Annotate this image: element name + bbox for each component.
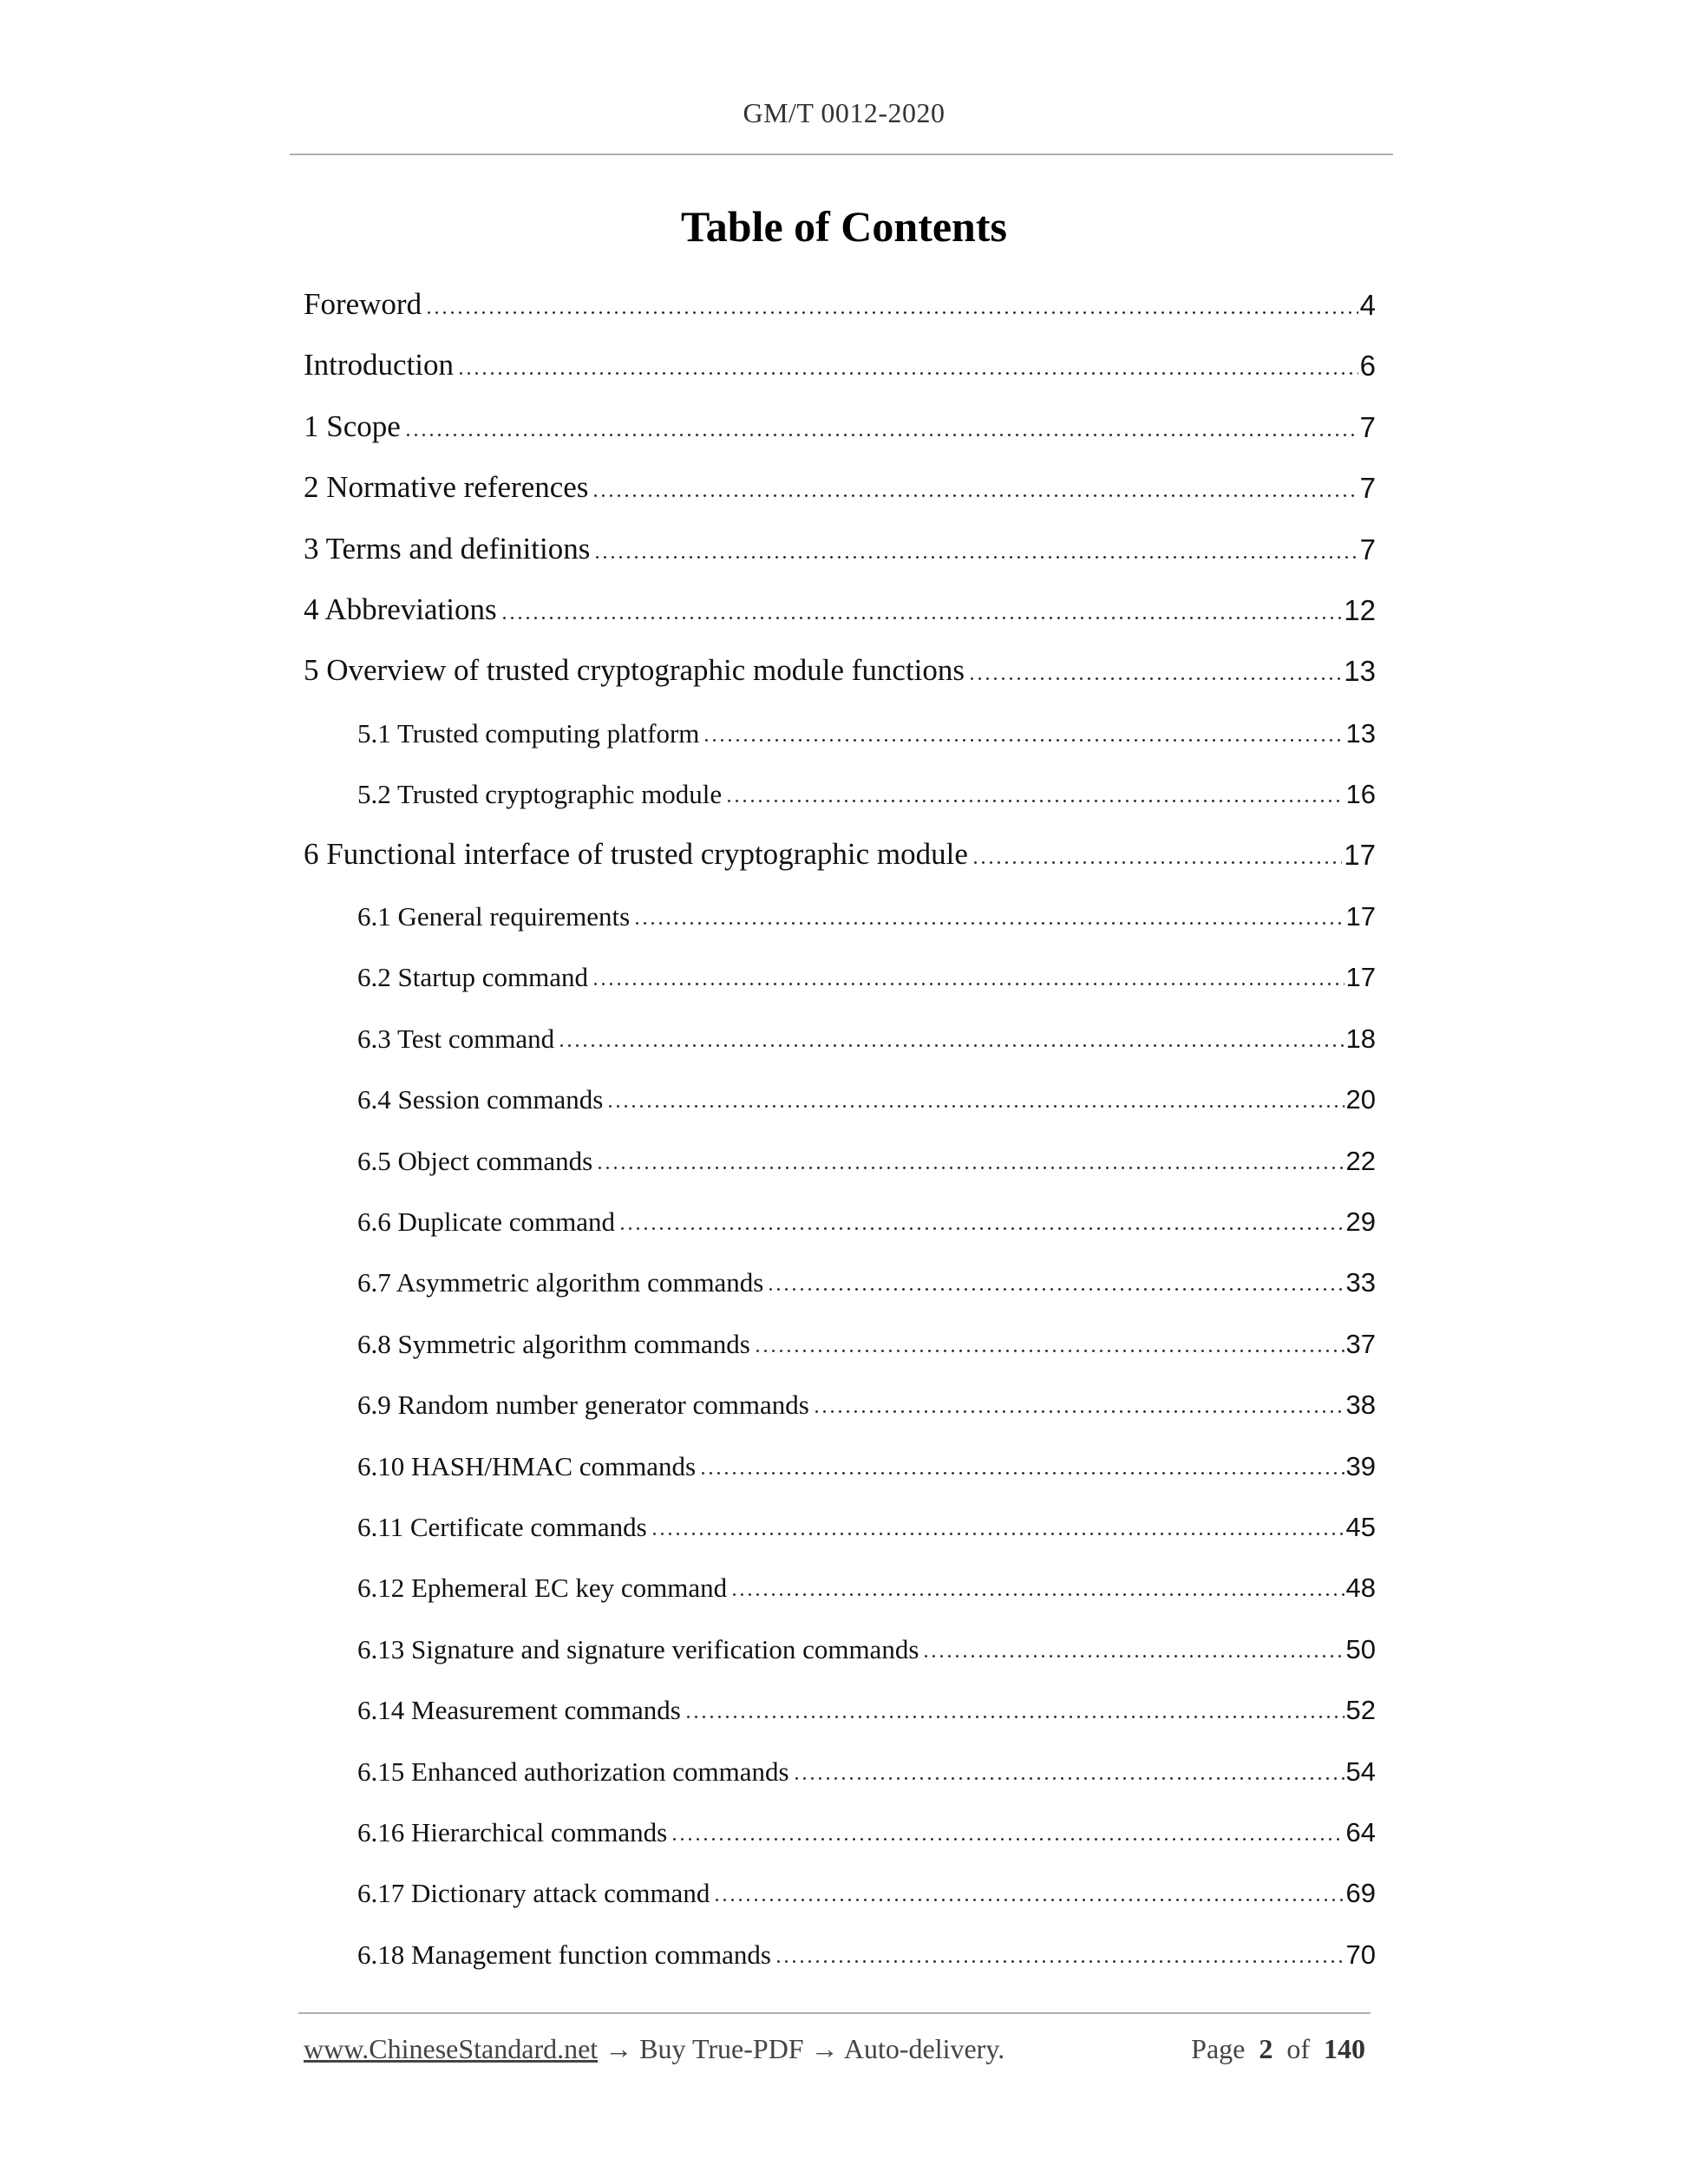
toc-entry-label: 6.9 Random number generator commands <box>357 1390 809 1421</box>
dot-leader <box>425 311 1358 314</box>
dot-leader <box>651 1533 1345 1535</box>
toc-entry-label: Introduction <box>304 348 455 383</box>
toc-entry-page-number: 13 <box>1345 717 1376 749</box>
toc-entry-page-number: 7 <box>1359 410 1376 443</box>
toc-entry-page-number: 20 <box>1345 1084 1376 1115</box>
toc-entry[interactable] <box>357 703 1376 747</box>
toc-entry[interactable] <box>357 1314 1376 1357</box>
site-link[interactable]: www.ChineseStandard.net <box>304 2033 599 2064</box>
dot-leader <box>606 1105 1344 1108</box>
toc-entry-label: 6.1 General requirements <box>357 901 631 932</box>
toc-entry[interactable] <box>357 764 1376 808</box>
toc-entry[interactable] <box>304 826 1376 869</box>
dot-leader <box>775 1960 1345 1963</box>
toc-entry-page-number: 37 <box>1345 1328 1376 1359</box>
toc-entry-label: 6.14 Measurement commands <box>357 1695 681 1726</box>
dot-leader <box>633 922 1344 925</box>
toc-entry-label: 6 Functional interface of trusted cryptographic module <box>304 836 968 871</box>
toc-entry-label: 6.17 Dictionary attack command <box>357 1878 710 1909</box>
toc-entry-label: 5.1 Trusted computing platform <box>357 717 700 749</box>
toc-entry[interactable] <box>357 1497 1376 1540</box>
page-total: 140 <box>1324 2033 1365 2064</box>
toc-entry-label: 6.5 Object commands <box>357 1145 593 1176</box>
dot-leader <box>730 1593 1344 1596</box>
toc-entry[interactable] <box>357 1558 1376 1604</box>
toc-entry-label: Foreword <box>304 287 422 321</box>
toc-entry[interactable] <box>357 1069 1376 1113</box>
toc-entry-label: 6.8 Symmetric algorithm commands <box>357 1328 750 1359</box>
dot-leader <box>618 1227 1345 1230</box>
page-footer <box>304 2033 1365 2065</box>
toc-entry[interactable] <box>357 1192 1376 1235</box>
dot-leader <box>793 1777 1345 1780</box>
toc-entry-label: 6.18 Management function commands <box>357 1939 771 1970</box>
toc-entry-page-number: 22 <box>1345 1145 1376 1176</box>
toc-entry-page-number: 7 <box>1359 533 1376 566</box>
toc-entry-page-number: 29 <box>1345 1206 1376 1237</box>
toc-entry[interactable] <box>304 276 1376 319</box>
toc-entry[interactable] <box>304 459 1376 505</box>
toc-entry[interactable] <box>357 886 1376 930</box>
toc-entry[interactable] <box>357 1742 1376 1785</box>
toc-entry-page-number: 18 <box>1345 1023 1376 1054</box>
dot-leader <box>703 739 1344 742</box>
header-divider <box>290 154 1393 155</box>
toc-entry-label: 2 Normative references <box>304 470 589 505</box>
toc-entry-label: 6.7 Asymmetric algorithm commands <box>357 1267 764 1298</box>
toc-entry[interactable] <box>357 1925 1376 1968</box>
toc-entry-label: 6.2 Startup command <box>357 962 589 993</box>
toc-entry[interactable] <box>357 1131 1376 1174</box>
dot-leader <box>671 1838 1344 1841</box>
page-title: Table of Contents <box>681 202 1007 251</box>
toc-entry-label: 6.15 Enhanced authorization commands <box>357 1756 789 1787</box>
document-header: GM/T 0012-2020 <box>743 97 945 128</box>
toc-entry-label: 6.16 Hierarchical commands <box>357 1817 668 1847</box>
dot-leader <box>404 434 1358 436</box>
page-current: 2 <box>1259 2033 1273 2064</box>
toc-entry-page-number: 39 <box>1345 1450 1376 1481</box>
toc-entry-page-number: 54 <box>1345 1756 1376 1787</box>
toc-entry-page-number: 64 <box>1345 1817 1376 1847</box>
toc-entry-label: 6.10 HASH/HMAC commands <box>357 1450 697 1481</box>
dot-leader <box>457 372 1358 375</box>
toc-entry-label: 6.3 Test command <box>357 1023 555 1054</box>
dot-leader <box>501 617 1343 619</box>
footer-divider <box>298 2012 1371 2014</box>
toc-entry[interactable] <box>357 1863 1376 1909</box>
toc-entry-label: 3 Terms and definitions <box>304 531 591 566</box>
dot-leader <box>592 494 1358 497</box>
toc-entry-page-number: 16 <box>1345 779 1376 810</box>
toc-entry-page-number: 33 <box>1345 1267 1376 1298</box>
dot-leader <box>699 1472 1344 1475</box>
toc-entry-page-number: 6 <box>1359 350 1376 383</box>
toc-entry-page-number: 12 <box>1344 594 1376 626</box>
toc-entry-page-number: 17 <box>1345 962 1376 993</box>
dot-leader <box>725 800 1344 802</box>
toc-entry-page-number: 13 <box>1344 655 1376 688</box>
dot-leader <box>968 677 1342 680</box>
toc-entry-page-number: 7 <box>1359 472 1376 505</box>
toc-entry-label: 4 Abbreviations <box>304 592 497 626</box>
toc-entry-label: 6.11 Certificate commands <box>357 1512 647 1542</box>
dot-leader <box>754 1350 1345 1352</box>
toc-entry-page-number: 17 <box>1345 901 1376 932</box>
dot-leader <box>592 983 1344 985</box>
page-counter <box>1191 2033 1365 2065</box>
toc-entry[interactable] <box>357 1252 1376 1296</box>
toc-entry[interactable] <box>357 1375 1376 1421</box>
dot-leader <box>922 1655 1344 1658</box>
dot-leader <box>813 1410 1345 1413</box>
toc-entry-label: 6.4 Session commands <box>357 1084 604 1115</box>
dot-leader <box>558 1044 1344 1047</box>
dot-leader <box>596 1167 1344 1169</box>
toc-entry[interactable] <box>304 398 1376 441</box>
toc-entry-label: 6.13 Signature and signature verification commands <box>357 1633 919 1664</box>
toc-entry-page-number: 52 <box>1345 1695 1376 1726</box>
toc-entry[interactable] <box>357 1680 1376 1726</box>
dot-leader <box>972 861 1342 864</box>
toc-entry[interactable] <box>304 581 1376 624</box>
page-word: Page <box>1191 2033 1246 2064</box>
toc-entry-page-number: 48 <box>1345 1573 1376 1604</box>
toc-entry-page-number: 50 <box>1345 1633 1376 1664</box>
toc-entry-label: 6.12 Ephemeral EC key command <box>357 1573 728 1604</box>
toc-entry[interactable] <box>304 642 1376 688</box>
toc-entry[interactable] <box>357 1802 1376 1846</box>
toc-entry[interactable] <box>304 520 1376 564</box>
dot-leader <box>713 1899 1344 1901</box>
dot-leader <box>684 1716 1345 1718</box>
of-word: of <box>1286 2033 1310 2064</box>
toc-entry[interactable] <box>357 1009 1376 1052</box>
toc-entry[interactable] <box>357 1619 1376 1663</box>
dot-leader <box>593 556 1358 559</box>
toc-entry-label: 5 Overview of trusted cryptographic module functions <box>304 653 965 688</box>
toc-entry-page-number: 38 <box>1345 1390 1376 1421</box>
toc-entry-page-number: 17 <box>1344 838 1376 871</box>
toc-entry[interactable] <box>357 1436 1376 1480</box>
toc-entry-page-number: 45 <box>1345 1512 1376 1542</box>
toc-entry-label: 1 Scope <box>304 409 401 443</box>
dot-leader <box>767 1288 1344 1291</box>
promo-text: → Buy True-PDF → Auto-delivery. <box>598 2033 1005 2064</box>
toc-entry[interactable] <box>357 947 1376 991</box>
footer-promo <box>304 2033 1004 2065</box>
toc-entry-label: 6.6 Duplicate command <box>357 1206 615 1237</box>
toc-entry-label: 5.2 Trusted cryptographic module <box>357 779 723 810</box>
toc-entry-page-number: 4 <box>1359 289 1376 321</box>
toc-entry-page-number: 69 <box>1345 1878 1376 1909</box>
toc-entry[interactable] <box>304 337 1376 383</box>
toc-entry-page-number: 70 <box>1345 1939 1376 1970</box>
